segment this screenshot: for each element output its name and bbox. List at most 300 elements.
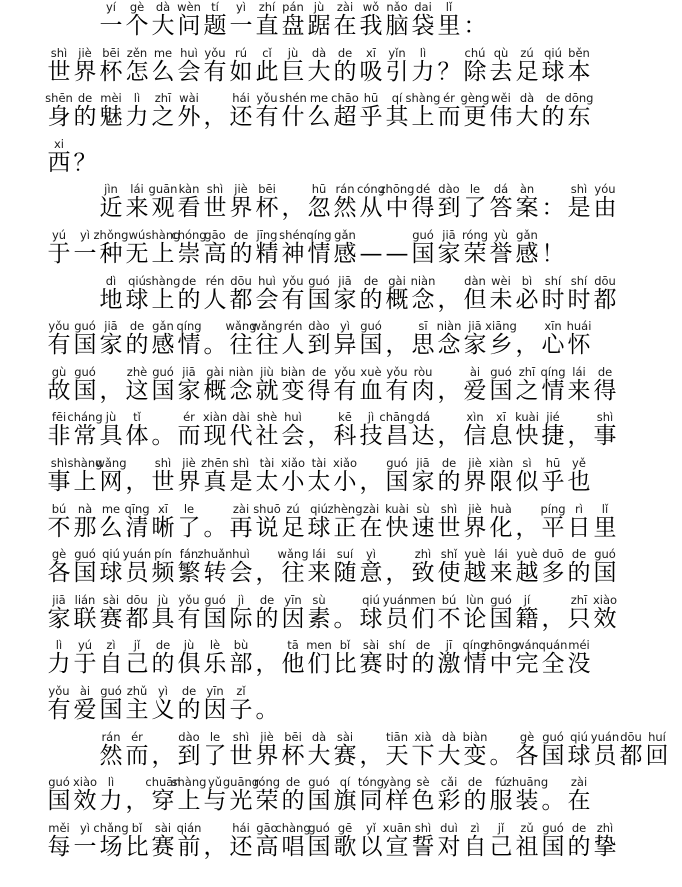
pinyin-syllable: shì bbox=[440, 501, 458, 516]
hanzi-char: 日 bbox=[567, 514, 591, 541]
hanzi-char: 员 bbox=[593, 742, 617, 769]
hanzi-char: 再 bbox=[229, 514, 253, 541]
pinyin-syllable: zài bbox=[570, 775, 588, 790]
hanzi-char: 的 bbox=[229, 241, 253, 267]
pinyin-syllable: lì bbox=[419, 45, 427, 60]
pinyin-syllable: kuài bbox=[385, 501, 409, 516]
hanzi-char: ， bbox=[359, 469, 383, 495]
hanzi-char: 球 bbox=[541, 58, 565, 85]
pinyin-syllable: zú bbox=[520, 45, 534, 60]
text-line bbox=[0, 46, 621, 86]
pinyin-syllable: xiào bbox=[592, 592, 618, 607]
pinyin-syllable: rú bbox=[234, 45, 248, 60]
pinyin-syllable: xìn bbox=[466, 410, 484, 425]
hanzi-char: ， bbox=[437, 423, 461, 450]
hanzi-char: 有 bbox=[281, 286, 305, 313]
pinyin-syllable: pán bbox=[282, 0, 304, 14]
hanzi-char: 不 bbox=[47, 514, 71, 541]
hanzi-char: 高 bbox=[203, 241, 227, 267]
hanzi-char: 国 bbox=[151, 377, 175, 404]
pinyin-syllable: wài bbox=[179, 91, 199, 106]
hanzi-char: 家 bbox=[47, 605, 71, 632]
pinyin-syllable: zhuāng bbox=[505, 775, 549, 790]
hanzi-char: 之 bbox=[515, 377, 539, 404]
hanzi-char: 里 bbox=[437, 13, 461, 39]
pinyin-syllable: gài bbox=[206, 364, 224, 379]
hanzi-char: 高 bbox=[255, 833, 279, 860]
pinyin-syllable: shì bbox=[232, 729, 250, 744]
hanzi-char: 还 bbox=[229, 833, 253, 860]
pinyin-syllable: yú bbox=[51, 228, 67, 242]
text-line bbox=[0, 729, 669, 770]
pinyin-syllable: de bbox=[233, 228, 249, 242]
hanzi-char: 太 bbox=[307, 469, 331, 495]
pinyin-syllable: jù bbox=[183, 638, 195, 653]
pinyin-syllable: qíng bbox=[306, 228, 332, 242]
hanzi-char: 每 bbox=[47, 833, 71, 860]
pinyin-syllable: guó bbox=[594, 547, 616, 562]
hanzi-char: 情 bbox=[307, 241, 331, 267]
pinyin-syllable: shàng bbox=[145, 273, 181, 288]
hanzi-char: 东 bbox=[567, 104, 591, 131]
pinyin-syllable: wèi bbox=[491, 273, 511, 288]
text-line bbox=[0, 684, 621, 724]
hanzi-char: 界 bbox=[177, 469, 201, 495]
text-line bbox=[0, 182, 621, 222]
pinyin-syllable: le bbox=[183, 501, 195, 516]
pinyin-syllable: hū bbox=[363, 91, 379, 106]
pinyin-syllable: guó bbox=[490, 592, 512, 607]
hanzi-char: 么 bbox=[307, 104, 331, 131]
hanzi-char: 家 bbox=[437, 241, 461, 267]
text-line bbox=[0, 274, 621, 314]
hanzi-char: 会 bbox=[177, 58, 201, 85]
pinyin-syllable: guān bbox=[148, 182, 178, 197]
pinyin-syllable: yuè bbox=[516, 547, 538, 562]
hanzi-char: 力 bbox=[47, 651, 71, 678]
hanzi-char: 杯 bbox=[281, 742, 305, 769]
pinyin-syllable: sài bbox=[336, 729, 354, 744]
hanzi-char: 心 bbox=[541, 332, 565, 359]
pinyin-syllable: de bbox=[571, 820, 587, 835]
pinyin-syllable: yuán bbox=[590, 729, 620, 744]
pinyin-syllable: jiā bbox=[104, 319, 118, 334]
hanzi-char: 具 bbox=[151, 605, 175, 632]
hanzi-char: 联 bbox=[73, 605, 97, 632]
hanzi-char: 常 bbox=[73, 423, 97, 450]
hanzi-char: 多 bbox=[541, 560, 565, 587]
pinyin-syllable: shì bbox=[206, 182, 224, 197]
hanzi-char: 因 bbox=[203, 697, 227, 723]
pinyin-syllable: de bbox=[337, 45, 353, 60]
pinyin-syllable: duì bbox=[440, 820, 458, 835]
hanzi-char: 比 bbox=[125, 833, 149, 860]
hanzi-char: 俱 bbox=[177, 651, 201, 678]
pinyin-syllable: yǒu bbox=[334, 364, 356, 379]
pinyin-syllable: guó bbox=[308, 273, 330, 288]
pinyin-syllable: shì bbox=[154, 456, 172, 470]
hanzi-char: 球 bbox=[307, 514, 331, 541]
hanzi-char: 必 bbox=[515, 286, 539, 313]
hanzi-char: 世 bbox=[229, 742, 253, 769]
pinyin-syllable: qíng bbox=[462, 638, 488, 653]
pinyin-syllable: sī bbox=[418, 319, 428, 334]
pinyin-syllable: guó bbox=[74, 547, 96, 562]
pinyin-syllable: xià bbox=[414, 729, 432, 744]
pinyin-syllable: jiā bbox=[468, 319, 482, 334]
hanzi-char: 赛 bbox=[99, 605, 123, 632]
pinyin-syllable: píng bbox=[540, 501, 566, 516]
pinyin-syllable: shè bbox=[256, 410, 278, 425]
pinyin-syllable: dá bbox=[493, 182, 509, 197]
hanzi-char: ， bbox=[203, 833, 227, 860]
hanzi-char: 世 bbox=[437, 514, 461, 541]
hanzi-char: 而 bbox=[177, 423, 201, 450]
pinyin-syllable: biàn bbox=[462, 729, 488, 744]
hanzi-char: 伟 bbox=[489, 104, 513, 131]
hanzi-char: 异 bbox=[333, 332, 357, 359]
pinyin-syllable: ér bbox=[183, 410, 195, 425]
pinyin-syllable: qiú bbox=[102, 547, 120, 562]
hanzi-char: 足 bbox=[281, 514, 305, 541]
hanzi-char: ， bbox=[203, 104, 227, 131]
hanzi-char: 乎 bbox=[359, 104, 383, 131]
hanzi-char: 挚 bbox=[593, 833, 617, 860]
pinyin-syllable: me bbox=[101, 501, 121, 516]
hanzi-char: 家 bbox=[411, 469, 435, 495]
hanzi-char: 现 bbox=[203, 423, 227, 450]
pinyin-syllable: dōu bbox=[230, 273, 252, 288]
hanzi-char: 不 bbox=[437, 605, 461, 632]
hanzi-char: 有 bbox=[203, 58, 227, 85]
hanzi-char: ： bbox=[463, 13, 487, 39]
hanzi-char: 情 bbox=[541, 377, 565, 404]
pinyin-syllable: jiù bbox=[260, 364, 274, 379]
hanzi-char: 太 bbox=[255, 469, 279, 495]
hanzi-char: 此 bbox=[255, 58, 279, 85]
pinyin-syllable: lì bbox=[107, 775, 115, 790]
hanzi-char: 就 bbox=[255, 377, 279, 404]
hanzi-char: 。 bbox=[151, 423, 175, 450]
pinyin-syllable: zhōng bbox=[483, 638, 519, 653]
pinyin-syllable: zài bbox=[232, 501, 250, 516]
pinyin-syllable: zhōng bbox=[379, 182, 415, 197]
pinyin-syllable: dào bbox=[308, 319, 330, 334]
pinyin-syllable: shēn bbox=[45, 91, 73, 106]
pinyin-syllable: de bbox=[467, 775, 483, 790]
hanzi-char: 越 bbox=[515, 560, 539, 587]
pinyin-syllable: yǐ bbox=[365, 820, 376, 835]
pinyin-syllable: zhì bbox=[596, 820, 614, 835]
hanzi-char: 人 bbox=[203, 286, 227, 313]
hanzi-char: 往 bbox=[281, 560, 305, 587]
hanzi-char: 怎 bbox=[125, 58, 149, 85]
pinyin-syllable: xiàn bbox=[202, 410, 228, 425]
hanzi-char: ， bbox=[99, 377, 123, 404]
pinyin-syllable: rì bbox=[575, 501, 583, 516]
hanzi-char: 。 bbox=[255, 697, 279, 723]
pinyin-syllable: tā bbox=[287, 638, 299, 653]
hanzi-char: 有 bbox=[177, 605, 201, 632]
pinyin-syllable: shén bbox=[279, 228, 307, 242]
hanzi-char: ， bbox=[255, 651, 279, 678]
hanzi-char: ！ bbox=[541, 241, 565, 267]
hanzi-char: 都 bbox=[593, 286, 617, 313]
pinyin-syllable: jù bbox=[313, 0, 325, 14]
hanzi-char: 上 bbox=[73, 469, 97, 495]
hanzi-char: 的 bbox=[125, 332, 149, 359]
hanzi-char: 界 bbox=[463, 514, 487, 541]
hanzi-char: 意 bbox=[359, 560, 383, 587]
hanzi-char: 身 bbox=[47, 104, 71, 131]
pinyin-syllable: chuān bbox=[145, 775, 181, 790]
pinyin-syllable: qiú bbox=[128, 273, 146, 288]
pinyin-syllable: shì bbox=[50, 45, 68, 60]
hanzi-char: 清 bbox=[125, 514, 149, 541]
pinyin-syllable: guó bbox=[48, 775, 70, 790]
hanzi-char: 素 bbox=[307, 605, 331, 632]
hanzi-char: 国 bbox=[307, 788, 331, 815]
pinyin-syllable: dì bbox=[105, 273, 117, 288]
pinyin-syllable: wěi bbox=[491, 91, 511, 106]
hanzi-char: 界 bbox=[73, 58, 97, 85]
hanzi-char: 近 bbox=[99, 195, 123, 222]
pinyin-syllable: dōng bbox=[564, 91, 594, 106]
pinyin-syllable: guó bbox=[490, 364, 512, 379]
pinyin-syllable: de bbox=[285, 775, 301, 790]
hanzi-char: 的 bbox=[359, 286, 383, 313]
pinyin-syllable: biàn bbox=[280, 364, 306, 379]
pinyin-syllable: shí bbox=[570, 273, 588, 288]
hanzi-char: 样 bbox=[385, 788, 409, 815]
pinyin-syllable: lái bbox=[312, 547, 326, 562]
pinyin-syllable: zhī bbox=[570, 592, 588, 607]
pinyin-syllable: dài bbox=[232, 410, 250, 425]
hanzi-char: 效 bbox=[73, 788, 97, 815]
pinyin-syllable: zài bbox=[336, 0, 354, 14]
pinyin-syllable: jiè bbox=[468, 456, 482, 470]
pinyin-syllable: chāng bbox=[379, 410, 415, 425]
pinyin-syllable: guó bbox=[74, 364, 96, 379]
hanzi-char: 荣 bbox=[255, 788, 279, 815]
pinyin-syllable: le bbox=[469, 182, 481, 197]
pinyin-syllable: guó bbox=[412, 228, 434, 242]
hanzi-char: 乎 bbox=[541, 469, 565, 495]
pinyin-syllable: shí bbox=[388, 638, 406, 653]
pinyin-syllable: yuán bbox=[382, 592, 412, 607]
hanzi-char: 与 bbox=[203, 788, 227, 815]
hanzi-char: 员 bbox=[385, 605, 409, 632]
hanzi-char: 子 bbox=[229, 697, 253, 723]
pinyin-syllable: bēi bbox=[284, 729, 302, 744]
hanzi-char: 他 bbox=[281, 651, 305, 678]
hanzi-char: 息 bbox=[489, 423, 513, 450]
hanzi-char: 然 bbox=[99, 742, 123, 769]
hanzi-char: 没 bbox=[567, 651, 591, 678]
pinyin-syllable: tài bbox=[259, 456, 275, 470]
hanzi-char: 从 bbox=[359, 195, 383, 222]
pinyin-syllable: de bbox=[259, 592, 275, 607]
hanzi-char: ， bbox=[567, 423, 591, 450]
pinyin-syllable: bǐ bbox=[131, 820, 143, 835]
hanzi-char: 旗 bbox=[333, 788, 357, 815]
pinyin-syllable: bú bbox=[441, 592, 457, 607]
hanzi-char: 念 bbox=[411, 286, 435, 313]
pinyin-syllable: lái bbox=[494, 547, 508, 562]
pinyin-syllable: xiāng bbox=[485, 319, 517, 334]
pinyin-syllable: men bbox=[410, 592, 436, 607]
pinyin-syllable: jù bbox=[157, 592, 169, 607]
hanzi-char: 袋 bbox=[411, 13, 435, 39]
pinyin-syllable: gè bbox=[51, 547, 67, 562]
pinyin-syllable: hái bbox=[232, 91, 250, 106]
pinyin-syllable: shì bbox=[570, 182, 588, 197]
pinyin-syllable: quán bbox=[538, 638, 568, 653]
hanzi-char: 。 bbox=[203, 514, 227, 541]
pinyin-syllable: sài bbox=[154, 820, 172, 835]
pinyin-syllable: yǐn bbox=[388, 45, 406, 60]
hanzi-char: 完 bbox=[515, 651, 539, 678]
text-line bbox=[0, 319, 621, 359]
pinyin-syllable: sì bbox=[522, 456, 532, 470]
hanzi-char: 激 bbox=[437, 651, 461, 678]
pinyin-syllable: yǔ bbox=[207, 775, 223, 790]
pinyin-syllable: chóng bbox=[171, 228, 207, 242]
hanzi-char: 思 bbox=[411, 332, 435, 359]
hanzi-char: 说 bbox=[255, 514, 279, 541]
pinyin-syllable: guó bbox=[152, 364, 174, 379]
text-line bbox=[0, 775, 621, 815]
pinyin-syllable: me bbox=[309, 91, 329, 106]
pinyin-syllable: shàng bbox=[67, 456, 103, 470]
pinyin-syllable: de bbox=[363, 273, 379, 288]
hanzi-char: 事 bbox=[47, 469, 71, 495]
pinyin-syllable: shàng bbox=[171, 775, 207, 790]
hanzi-char: 祖 bbox=[515, 833, 539, 860]
hanzi-char: 人 bbox=[281, 332, 305, 359]
pinyin-syllable: àn bbox=[519, 182, 535, 197]
hanzi-char: 国 bbox=[489, 377, 513, 404]
hanzi-char: 大 bbox=[307, 742, 331, 769]
pinyin-syllable: guó bbox=[386, 456, 408, 470]
pinyin-syllable: jīng bbox=[256, 228, 278, 242]
hanzi-char: 力 bbox=[411, 58, 435, 85]
pinyin-syllable: yí bbox=[105, 0, 116, 14]
pinyin-syllable: kàn bbox=[178, 182, 200, 197]
hanzi-char: 事 bbox=[593, 423, 617, 450]
hanzi-char: 吸 bbox=[359, 58, 383, 85]
hanzi-char: 脑 bbox=[385, 13, 409, 39]
hanzi-char: 有 bbox=[47, 332, 71, 359]
hanzi-char: 技 bbox=[359, 423, 383, 450]
pinyin-syllable: sài bbox=[102, 592, 120, 607]
pinyin-syllable: gèng bbox=[460, 91, 490, 106]
hanzi-char: 。 bbox=[203, 332, 227, 359]
text-line bbox=[0, 365, 621, 405]
pinyin-syllable: xīn bbox=[544, 319, 562, 334]
pinyin-syllable: de bbox=[181, 684, 197, 698]
pinyin-syllable: gǎn bbox=[516, 228, 538, 242]
pinyin-syllable: lái bbox=[130, 182, 144, 197]
hanzi-char: 得 bbox=[307, 377, 331, 404]
hanzi-char: 代 bbox=[229, 423, 253, 450]
pinyin-syllable: wán bbox=[515, 638, 539, 653]
hanzi-char: 都 bbox=[619, 742, 643, 769]
hanzi-char: 精 bbox=[255, 241, 279, 267]
pinyin-syllable: qí bbox=[339, 775, 351, 790]
hanzi-char: 赛 bbox=[359, 651, 383, 678]
hanzi-char: 往 bbox=[255, 332, 279, 359]
pinyin-syllable: huà bbox=[490, 501, 512, 516]
pinyin-syllable: xiàn bbox=[488, 456, 514, 470]
hanzi-char: 的 bbox=[255, 605, 279, 632]
pinyin-syllable: bēi bbox=[258, 182, 276, 197]
hanzi-char: 天 bbox=[385, 742, 409, 769]
hanzi-char: 得 bbox=[411, 195, 435, 222]
hanzi-char: 中 bbox=[385, 195, 409, 222]
pinyin-syllable: jiè bbox=[234, 182, 248, 197]
hanzi-char: 在 bbox=[333, 13, 357, 39]
hanzi-char: 除 bbox=[463, 58, 487, 85]
hanzi-char: 因 bbox=[281, 605, 305, 632]
pinyin-syllable: qíng bbox=[540, 364, 566, 379]
hanzi-char: 大 bbox=[307, 58, 331, 85]
hanzi-char: 己 bbox=[125, 651, 149, 678]
pinyin-syllable: qù bbox=[493, 45, 509, 60]
pinyin-syllable: dào bbox=[438, 182, 460, 197]
hanzi-char: 巨 bbox=[281, 58, 305, 85]
hanzi-char: 球 bbox=[359, 605, 383, 632]
hanzi-char: 了 bbox=[463, 195, 487, 222]
pinyin-syllable: huì bbox=[284, 410, 302, 425]
pinyin-syllable: yì bbox=[365, 547, 376, 562]
hanzi-char: 世 bbox=[47, 58, 71, 85]
pinyin-syllable: běn bbox=[568, 45, 590, 60]
pinyin-syllable: pín bbox=[154, 547, 172, 562]
pinyin-syllable: xi bbox=[53, 136, 64, 151]
hanzi-char: 大 bbox=[151, 13, 175, 39]
hanzi-char: 世 bbox=[151, 469, 175, 495]
pinyin-syllable: de bbox=[181, 273, 197, 288]
pinyin-syllable: xī bbox=[157, 501, 168, 516]
pinyin-syllable: bǐ bbox=[339, 638, 351, 653]
hanzi-char: 题 bbox=[203, 13, 227, 39]
pinyin-syllable: xiǎo bbox=[332, 456, 358, 470]
hanzi-char: 而 bbox=[125, 742, 149, 769]
hanzi-char: 踞 bbox=[307, 13, 331, 39]
hanzi-char: 未 bbox=[489, 286, 513, 313]
hanzi-char: 无 bbox=[125, 241, 149, 267]
pinyin-syllable: bì bbox=[521, 273, 533, 288]
pinyin-syllable: zì bbox=[470, 820, 480, 835]
hanzi-char: 力 bbox=[99, 788, 123, 815]
hanzi-char: 际 bbox=[229, 605, 253, 632]
pinyin-syllable: hái bbox=[232, 820, 250, 835]
pinyin-syllable: yuè bbox=[464, 547, 486, 562]
hanzi-char: 神 bbox=[281, 241, 305, 267]
pinyin-syllable: lì bbox=[133, 91, 141, 106]
pinyin-syllable: yě bbox=[572, 456, 586, 470]
hanzi-char: 外 bbox=[177, 104, 201, 131]
hanzi-char: 有 bbox=[333, 377, 357, 404]
pinyin-syllable: yǒu bbox=[48, 319, 70, 334]
pinyin-syllable: guó bbox=[74, 319, 96, 334]
hanzi-char: ， bbox=[515, 332, 539, 359]
hanzi-char: ， bbox=[255, 560, 279, 587]
pinyin-syllable: ài bbox=[469, 364, 481, 379]
hanzi-char: 唱 bbox=[281, 833, 305, 860]
hanzi-char: 然 bbox=[333, 195, 357, 222]
